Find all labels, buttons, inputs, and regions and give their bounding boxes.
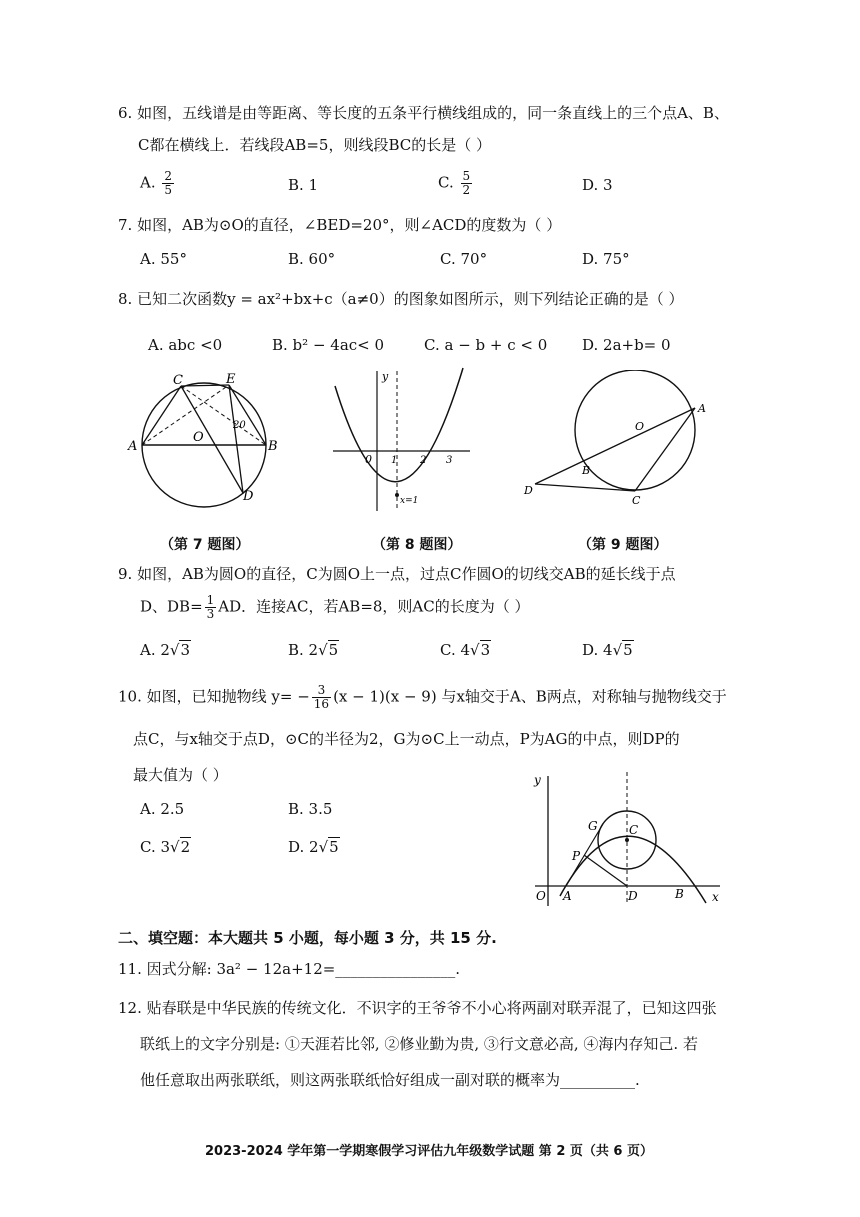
q8-option-a: A. abc <0: [148, 336, 223, 354]
fig9-label-d: D: [524, 484, 533, 497]
q10-line3: 最大值为（ ）: [133, 766, 228, 784]
section-2-heading: 二、填空题：本大题共 5 小题，每小题 3 分，共 15 分.: [118, 929, 497, 947]
q12-line3: 他任意取出两张联纸，则这两张联纸恰好组成一副对联的概率为__________.: [140, 1071, 640, 1089]
q8-option-c: C. a − b + c < 0: [424, 336, 548, 354]
fig8-vertex-point: [395, 493, 399, 497]
fig8-label-origin: 0: [365, 453, 372, 466]
q7-line1: 7. 如图，AB为⊙O的直径，∠BED=20°，则∠ACD的度数为（ ）: [118, 216, 562, 234]
figure-10-parabola-circle: [530, 768, 730, 908]
fig7-segment-cd: [181, 386, 243, 493]
fig8-label-y: y: [382, 370, 389, 383]
q10-line1: 10. 如图，已知抛物线 y= − $\frac{3}{16}$ (x − 1)(x − 9) 与x轴交于A、B两点，对称轴与抛物线交于: [118, 683, 727, 711]
figure-9-tangent-diagram: [520, 370, 715, 505]
fig9-label-a: A: [698, 402, 706, 415]
q11-line: 11. 因式分解: 3a² − 12a+12=________________.: [118, 960, 461, 978]
fig10-center-point: [625, 838, 629, 842]
figure-8-parabola-graph: [325, 366, 475, 516]
fig9-label-o: O: [635, 420, 645, 433]
fig10-label-d: D: [628, 889, 638, 903]
fig10-label-b: B: [675, 887, 684, 901]
fig10-label-o: O: [536, 889, 546, 903]
q7-option-a: A. 55°: [140, 250, 187, 268]
q10-option-d: D. 2√5: [288, 838, 339, 856]
fig7-label-e: E: [226, 372, 236, 387]
fig9-label-b: B: [582, 464, 591, 477]
q6-option-a: A. $\frac{2}{5}$: [140, 169, 173, 197]
q8-line1: 8. 已知二次函数y = ax²+bx+c（a≠0）的图象如图所示，则下列结论正确的是（ ）: [118, 290, 684, 308]
fig9-label-c: C: [632, 494, 641, 505]
figure-8-caption: （第 8 题图）: [372, 537, 462, 553]
fig8-label-axis: x=1: [400, 496, 419, 506]
q10-option-c: C. 3√2: [140, 838, 191, 856]
fig7-segment-eb: [229, 385, 266, 445]
fig7-label-a: A: [128, 439, 138, 454]
q10-option-b: B. 3.5: [288, 800, 333, 818]
fig10-label-p: P: [572, 849, 581, 863]
fig9-line-da: [535, 408, 695, 484]
page-footer: 2023-2024 学年第一学期寒假学习评估九年级数学试题 第 2 页（共 6 页）: [205, 1144, 654, 1159]
fig8-label-one: 1: [391, 455, 398, 466]
fig10-label-c: C: [629, 823, 639, 837]
q6-option-d: D. 3: [582, 176, 613, 194]
fig8-parabola: [335, 368, 463, 482]
q9-option-a: A. 2√3: [140, 641, 191, 659]
fig7-label-d: D: [243, 489, 254, 504]
fig7-segment-ed: [229, 385, 243, 493]
q8-option-b: B. b² − 4ac< 0: [272, 336, 385, 354]
figure-9-caption: （第 9 题图）: [578, 537, 668, 553]
fig10-label-a: A: [563, 889, 572, 903]
figure-7-caption: （第 7 题图）: [160, 537, 250, 553]
fig10-label-g: G: [588, 819, 598, 833]
q6-line2: C都在横线上．若线段AB=5，则线段BC的长是（ ）: [138, 136, 491, 154]
fig8-label-two: 2: [420, 455, 427, 466]
q9-line2: D、DB= $\frac{1}{3}$ AD．连接AC，若AB=8，则AC的长度为（ ）: [140, 593, 530, 621]
q6-option-c: C. $\frac{5}{2}$: [438, 169, 471, 197]
fig7-segment-ac: [142, 386, 181, 445]
q12-line2: 联纸上的文字分别是: ①天涯若比邻, ②修业勤为贵, ③行文意必高, ④海内存知己. 若: [140, 1035, 698, 1053]
q6-option-b: B. 1: [288, 176, 319, 194]
q10-option-a: A. 2.5: [140, 800, 185, 818]
fig7-label-b: B: [268, 439, 278, 454]
figure-7-circle-diagram: [125, 370, 285, 510]
fig7-label-c: C: [173, 373, 183, 388]
q9-option-b: B. 2√5: [288, 641, 339, 659]
fig10-label-x: x: [712, 890, 719, 904]
q9-option-c: C. 4√3: [440, 641, 491, 659]
fig10-label-y: y: [534, 773, 541, 787]
q12-line1: 12. 贴春联是中华民族的传统文化．不识字的王爷爷不小心将两副对联弄混了，已知这四张: [118, 999, 717, 1017]
q6-line1: 6. 如图，五线谱是由等距离、等长度的五条平行横线组成的，同一条直线上的三个点A、B、: [118, 104, 729, 122]
q9-line1: 9. 如图，AB为圆O的直径，C为圆O上一点，过点C作圆O的切线交AB的延长线于点: [118, 565, 676, 583]
fig7-label-o: O: [193, 430, 204, 445]
q8-option-d: D. 2a+b= 0: [582, 336, 671, 354]
q7-option-b: B. 60°: [288, 250, 336, 268]
q7-option-c: C. 70°: [440, 250, 488, 268]
q10-line2: 点C，与x轴交于点D，⊙C的半径为2，G为⊙C上一动点，P为AG的中点，则DP的: [133, 730, 680, 748]
q7-option-d: D. 75°: [582, 250, 630, 268]
q9-option-d: D. 4√5: [582, 641, 633, 659]
fig8-label-three: 3: [446, 455, 453, 466]
fig7-angle-label: 20: [233, 420, 246, 431]
